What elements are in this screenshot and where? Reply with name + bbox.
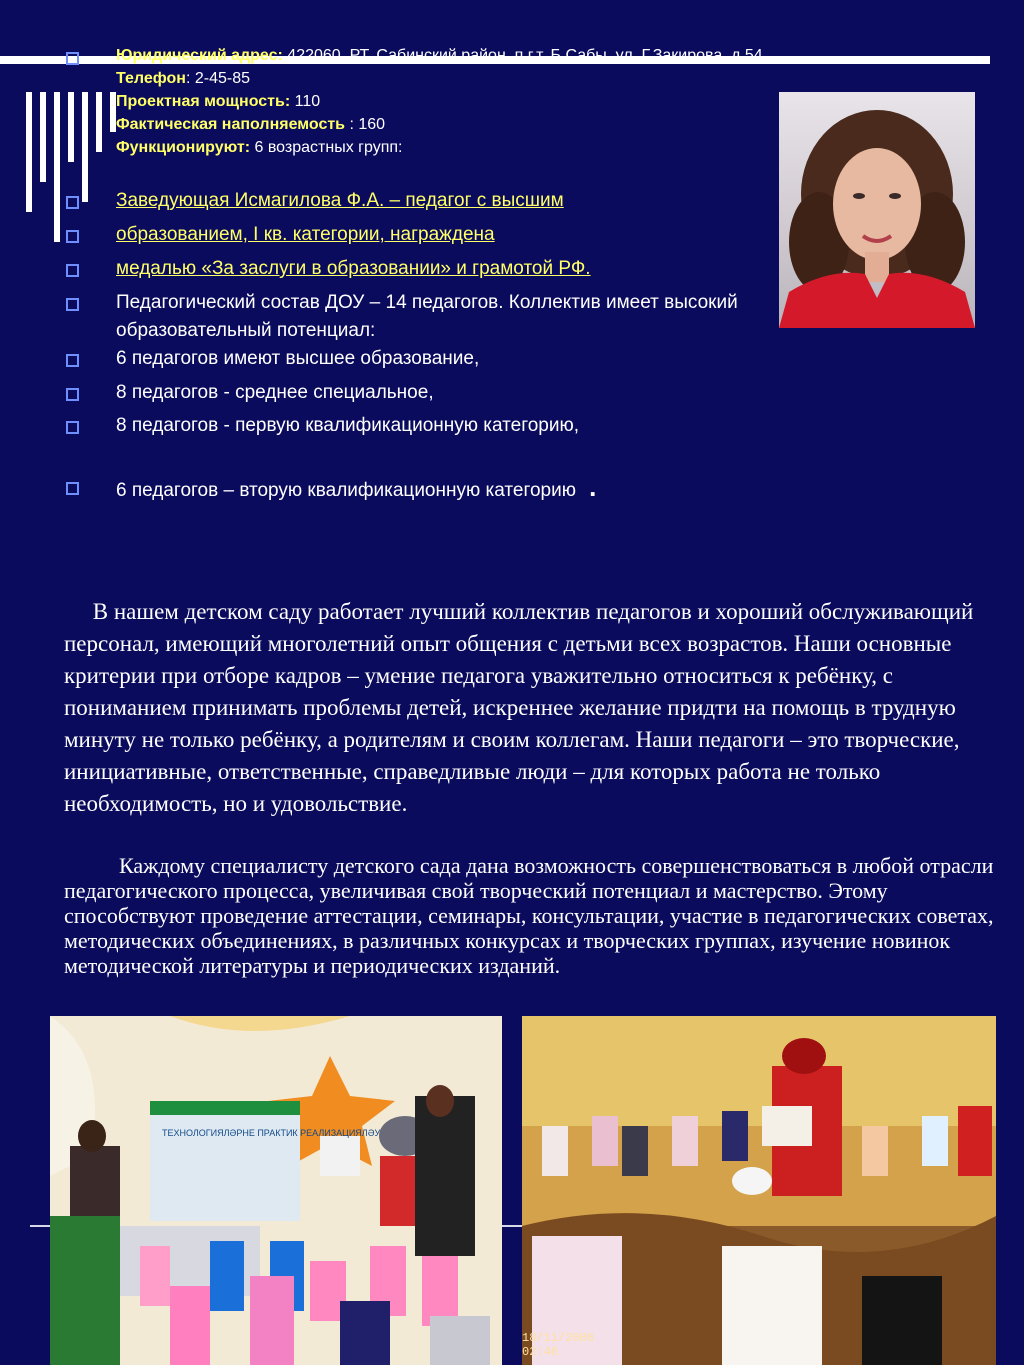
bullet-icon [66, 354, 79, 367]
decor-stripe [26, 92, 32, 212]
bottom-decor-line [502, 1225, 522, 1227]
group-photo-2 [522, 1016, 996, 1365]
list-item: 8 педагогов - первую квалификационную категорию, [116, 415, 580, 436]
body-paragraph-2: Каждому специалисту детского сада дана возможность совершенствоваться в любой отрасли педагогического процесса, увеличивая свой творческий потенциал и мастерство. Этому способствуют проведение аттестации, семинары, консультации, участие в педагогических советах, методических объединениях, в различных конкурсах и творческих группах, изучение новинок методической литературы и периодических изданий. [64, 853, 1000, 978]
photo1-illustration [50, 1016, 502, 1365]
capacity-line: Проектная мощность: 110 [116, 93, 321, 110]
occupancy-line: Фактическая наполняемость : 160 [116, 116, 386, 133]
decor-stripe [96, 92, 102, 152]
bullet-icon [66, 482, 79, 495]
list-item: медалью «За заслуги в образовании» и грамотой РФ. [116, 258, 591, 279]
bullet-icon [66, 388, 79, 401]
photo-timestamp: 18/11/2008 02:46 [522, 1331, 595, 1359]
groups-line: Функционируют: 6 возрастных групп: [116, 139, 403, 156]
list-item: образованием, I кв. категории, награждена [116, 224, 495, 245]
address-line: Юридический адрес: 422060, РТ, Сабинский район, п.г.т. Б.Сабы, ул. Г.Закирова, д.54. [116, 47, 768, 64]
bullet-icon [66, 264, 79, 277]
list-item: 6 педагогов имеют высшее образование, [116, 348, 480, 369]
list-item: Заведующая Исмагилова Ф.А. – педагог с высшим [116, 190, 564, 211]
decor-stripe [54, 92, 60, 242]
decor-stripe [82, 92, 88, 202]
bullet-icon [66, 196, 79, 209]
bullet-icon [66, 52, 79, 65]
list-item: Педагогический состав ДОУ – 14 педагогов. Коллектив имеет высокий образовательный потенциал: [116, 292, 738, 341]
bullet-icon [66, 230, 79, 243]
bottom-decor-line [30, 1225, 50, 1227]
body-paragraph-1: В нашем детском саду работает лучший коллектив педагогов и хороший обслуживающий персонал, имеющий многолетний опыт общения с детьми всех возрастов. Наши основные критерии при отборе кадров – умение педагога уважительно относиться к ребёнку, с пониманием принимать проблемы детей, искреннее желание придти на помощь в трудную минуту не только ребёнку, а родителям и своим коллегам. Наши педагоги – это творческие, инициативные, ответственные, справедливые люди – для которых работа не только необходимость, но и удовольствие. [64, 599, 980, 816]
decor-stripe [68, 92, 74, 162]
portrait-illustration [779, 92, 975, 328]
director-portrait [779, 92, 975, 328]
group-photo-1 [50, 1016, 502, 1365]
bullet-icon [66, 421, 79, 434]
list-item: 6 педагогов – вторую квалификационную категорию . [116, 472, 597, 502]
photo2-illustration [522, 1016, 996, 1365]
photo1-banner: ТЕХНОЛОГИЯЛӘРНЕ ПРАКТИК РЕАЛИЗАЦИЯЛӘУ [162, 1128, 381, 1138]
bullet-icon [66, 298, 79, 311]
phone-line: Телефон: 2-45-85 [116, 70, 250, 87]
decor-stripe [40, 92, 46, 182]
list-item: 8 педагогов - среднее специальное, [116, 382, 434, 403]
